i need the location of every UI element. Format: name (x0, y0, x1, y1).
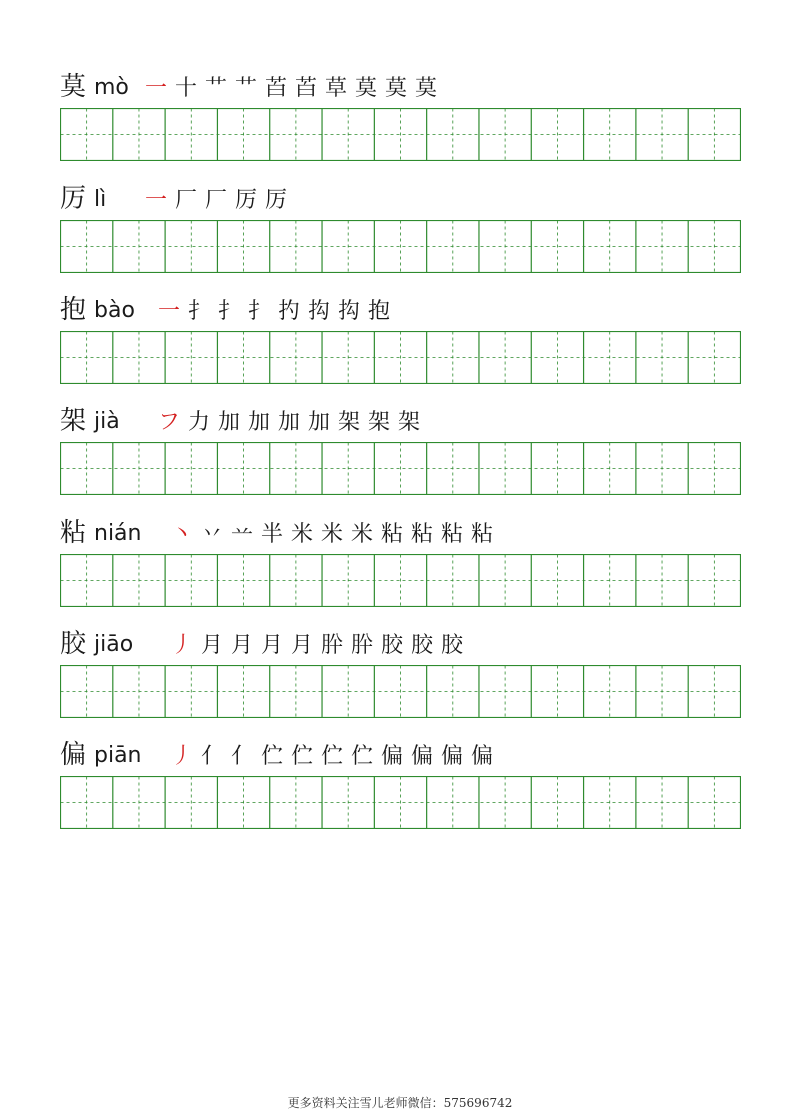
stroke-step: 扌 (247, 294, 271, 325)
stroke-step: 莫 (354, 71, 378, 102)
pinyin-label: nián (94, 521, 142, 546)
stroke-step: 扌 (217, 294, 241, 325)
stroke-step: 扚 (277, 294, 301, 325)
hanzi-label: 架 (60, 406, 87, 436)
stroke-step: 抅 (307, 294, 331, 325)
stroke-step: 厂 (174, 183, 198, 214)
stroke-step: 月 (230, 628, 254, 659)
stroke-step: 肸 (320, 628, 344, 659)
writing-grid[interactable] (60, 220, 741, 273)
character-header (60, 623, 741, 665)
footer-note: 更多资料关注雪儿老师微信：575696742 (287, 1096, 513, 1110)
stroke-step: 艹 (234, 71, 258, 102)
pinyin-label: jiāo (94, 632, 134, 657)
stroke-step: 力 (187, 405, 211, 436)
stroke-step: 一 (157, 294, 181, 325)
stroke-order-sequence (170, 512, 494, 552)
pinyin-label: piān (94, 743, 142, 768)
stroke-step: 架 (397, 405, 421, 436)
stroke-step: 加 (217, 405, 241, 436)
hanzi-label: 粘 (60, 518, 87, 548)
hanzi-label: 抱 (60, 295, 87, 325)
stroke-order-sequence (144, 178, 288, 218)
hanzi-label: 厉 (60, 184, 87, 214)
stroke-step: 苩 (264, 71, 288, 102)
character-practice-block (60, 512, 741, 607)
character-practice-block (60, 289, 741, 384)
character-practice-block (60, 623, 741, 718)
pinyin-label: jià (94, 409, 120, 434)
stroke-step: 月 (260, 628, 284, 659)
character-header (60, 512, 741, 554)
stroke-step: 胶 (440, 628, 464, 659)
stroke-step: 草 (324, 71, 348, 102)
stroke-step: 月 (290, 628, 314, 659)
stroke-step: 偏 (440, 739, 464, 770)
stroke-step: 十 (174, 71, 198, 102)
stroke-step: 一 (144, 71, 168, 102)
writing-grid[interactable] (60, 776, 741, 829)
stroke-step: 厉 (234, 183, 258, 214)
character-header (60, 178, 741, 220)
stroke-step: 胶 (410, 628, 434, 659)
stroke-step: 偏 (470, 739, 494, 770)
stroke-step: 厉 (264, 183, 288, 214)
stroke-step: 米 (290, 517, 314, 548)
stroke-step: 莫 (414, 71, 438, 102)
writing-grid[interactable] (60, 442, 741, 495)
stroke-step: 丿 (170, 739, 194, 770)
hanzi-label: 胶 (60, 629, 87, 659)
stroke-step: 伫 (320, 739, 344, 770)
stroke-step: 亻 (200, 739, 224, 770)
stroke-step: 肸 (350, 628, 374, 659)
stroke-step: 加 (307, 405, 331, 436)
character-practice-block (60, 400, 741, 495)
hanzi-label: 偏 (60, 740, 87, 770)
character-header (60, 66, 741, 108)
writing-grid[interactable] (60, 108, 741, 161)
stroke-step: 莫 (384, 71, 408, 102)
stroke-step: 厂 (204, 183, 228, 214)
character-practice-block (60, 178, 741, 273)
stroke-step: 米 (350, 517, 374, 548)
stroke-step: 架 (337, 405, 361, 436)
stroke-step: 亻 (230, 739, 254, 770)
writing-grid[interactable] (60, 331, 741, 384)
stroke-order-sequence (170, 734, 494, 774)
stroke-step: 苩 (294, 71, 318, 102)
character-practice-block (60, 66, 741, 161)
stroke-step: 一 (144, 183, 168, 214)
stroke-step: 伫 (290, 739, 314, 770)
stroke-order-sequence (157, 289, 391, 329)
stroke-step: 加 (277, 405, 301, 436)
stroke-step: 偏 (380, 739, 404, 770)
character-header (60, 734, 741, 776)
stroke-step: 米 (320, 517, 344, 548)
stroke-step: 丶 (170, 517, 194, 548)
stroke-step: フ (157, 405, 181, 436)
stroke-step: 丷 (200, 517, 224, 548)
stroke-step: 伫 (260, 739, 284, 770)
character-header (60, 289, 741, 331)
stroke-step: 偏 (410, 739, 434, 770)
stroke-step: 粘 (410, 517, 434, 548)
stroke-step: 胶 (380, 628, 404, 659)
stroke-step: 架 (367, 405, 391, 436)
pinyin-label: lì (94, 187, 107, 212)
character-practice-block (60, 734, 741, 829)
stroke-step: 伫 (350, 739, 374, 770)
stroke-step: 䒑 (230, 517, 254, 548)
stroke-step: 粘 (440, 517, 464, 548)
stroke-order-sequence (170, 623, 464, 663)
hanzi-label: 莫 (60, 72, 87, 102)
stroke-order-sequence (157, 400, 421, 440)
stroke-step: 艹 (204, 71, 228, 102)
stroke-step: 粘 (380, 517, 404, 548)
stroke-step: 半 (260, 517, 284, 548)
stroke-step: 抅 (337, 294, 361, 325)
pinyin-label: bào (94, 298, 135, 323)
pinyin-label: mò (94, 75, 129, 100)
writing-grid[interactable] (60, 665, 741, 718)
stroke-step: 月 (200, 628, 224, 659)
stroke-step: 粘 (470, 517, 494, 548)
stroke-step: 丿 (170, 628, 194, 659)
stroke-step: 加 (247, 405, 271, 436)
character-header (60, 400, 741, 442)
writing-grid[interactable] (60, 554, 741, 607)
stroke-step: 抱 (367, 294, 391, 325)
stroke-order-sequence (144, 66, 438, 106)
stroke-step: 扌 (187, 294, 211, 325)
